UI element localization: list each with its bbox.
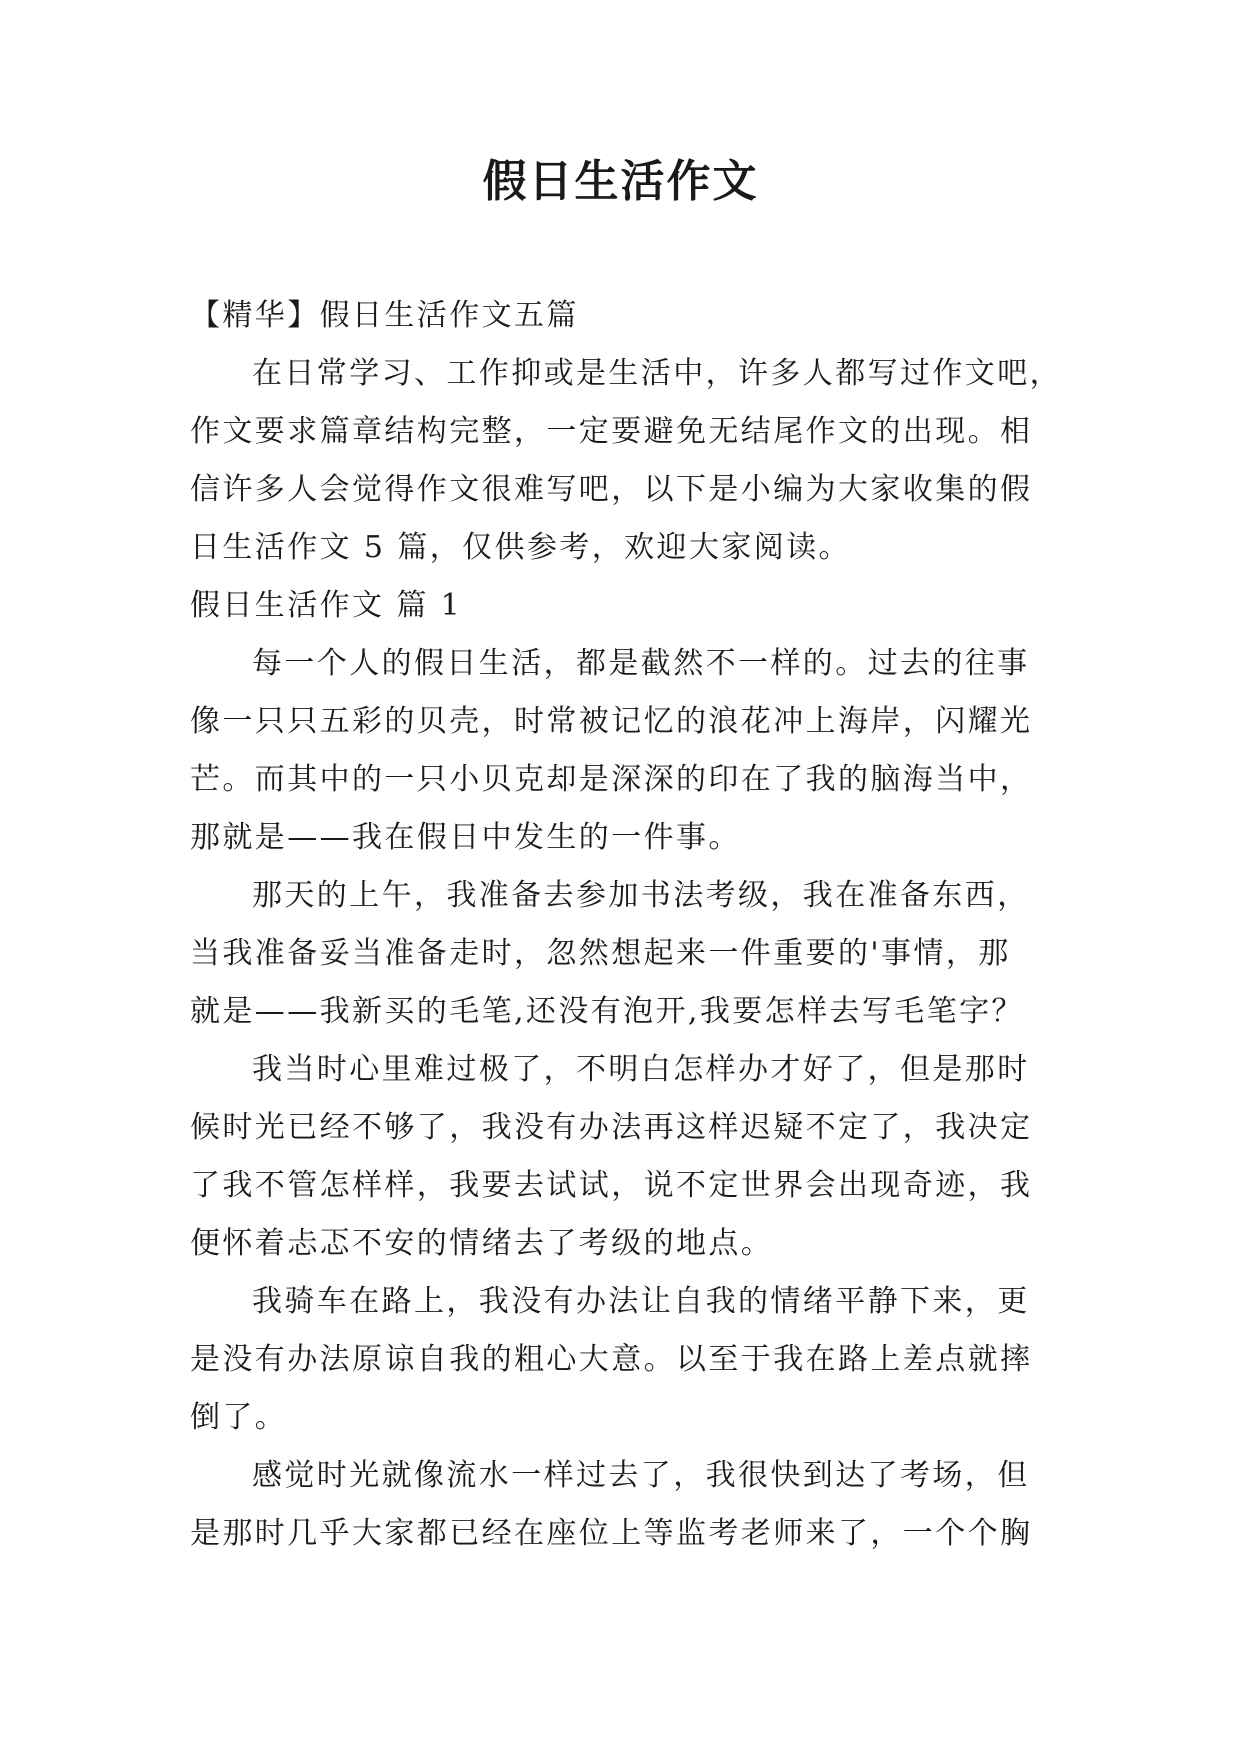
text-line: 日生活作文 5 篇，仅供参考，欢迎大家阅读。: [190, 530, 851, 565]
text-line: 那天的上午，我准备去参加书法考级，我在准备东西，: [252, 878, 1030, 913]
text-line: 假日生活作文 篇 1: [190, 588, 463, 623]
text-line: 是没有办法原谅自我的粗心大意。以至于我在路上差点就摔: [190, 1342, 1033, 1377]
text-line: 感觉时光就像流水一样过去了，我很快到达了考场，但: [252, 1458, 1030, 1493]
text-line: 了我不管怎样样，我要去试试，说不定世界会出现奇迹，我: [190, 1168, 1033, 1203]
text-line: 当我准备妥当准备走时，忽然想起来一件重要的'事情，那: [190, 936, 1011, 971]
text-line: 我当时心里难过极了，不明白怎样办才好了，但是那时: [252, 1052, 1030, 1087]
text-line: 就是——我新买的毛笔,还没有泡开,我要怎样去写毛笔字？: [190, 994, 1024, 1029]
text-line: 每一个人的假日生活，都是截然不一样的。过去的往事: [252, 646, 1030, 681]
text-line: 便怀着忐忑不安的情绪去了考级的地点。: [190, 1226, 774, 1261]
text-line: 信许多人会觉得作文很难写吧，以下是小编为大家收集的假: [190, 472, 1033, 507]
text-line: 像一只只五彩的贝壳，时常被记忆的浪花冲上海岸，闪耀光: [190, 704, 1033, 739]
text-line: 我骑车在路上，我没有办法让自我的情绪平静下来，更: [252, 1284, 1030, 1319]
page-title: 假日生活作文: [482, 156, 759, 207]
text-line: 【精华】假日生活作文五篇: [190, 298, 579, 333]
text-line: 倒了。: [190, 1400, 288, 1435]
text-line: 作文要求篇章结构完整，一定要避免无结尾作文的出现。相: [190, 414, 1033, 449]
text-line: 那就是——我在假日中发生的一件事。: [190, 820, 741, 855]
text-line: 候时光已经不够了，我没有办法再这样迟疑不定了，我决定: [190, 1110, 1033, 1145]
document-body: [190, 287, 1060, 1563]
text-line: 是那时几乎大家都已经在座位上等监考老师来了，一个个胸: [190, 1516, 1033, 1551]
text-line: 在日常学习、工作抑或是生活中，许多人都写过作文吧，: [252, 356, 1062, 391]
text-line: 芒。而其中的一只小贝克却是深深的印在了我的脑海当中，: [190, 762, 1033, 797]
